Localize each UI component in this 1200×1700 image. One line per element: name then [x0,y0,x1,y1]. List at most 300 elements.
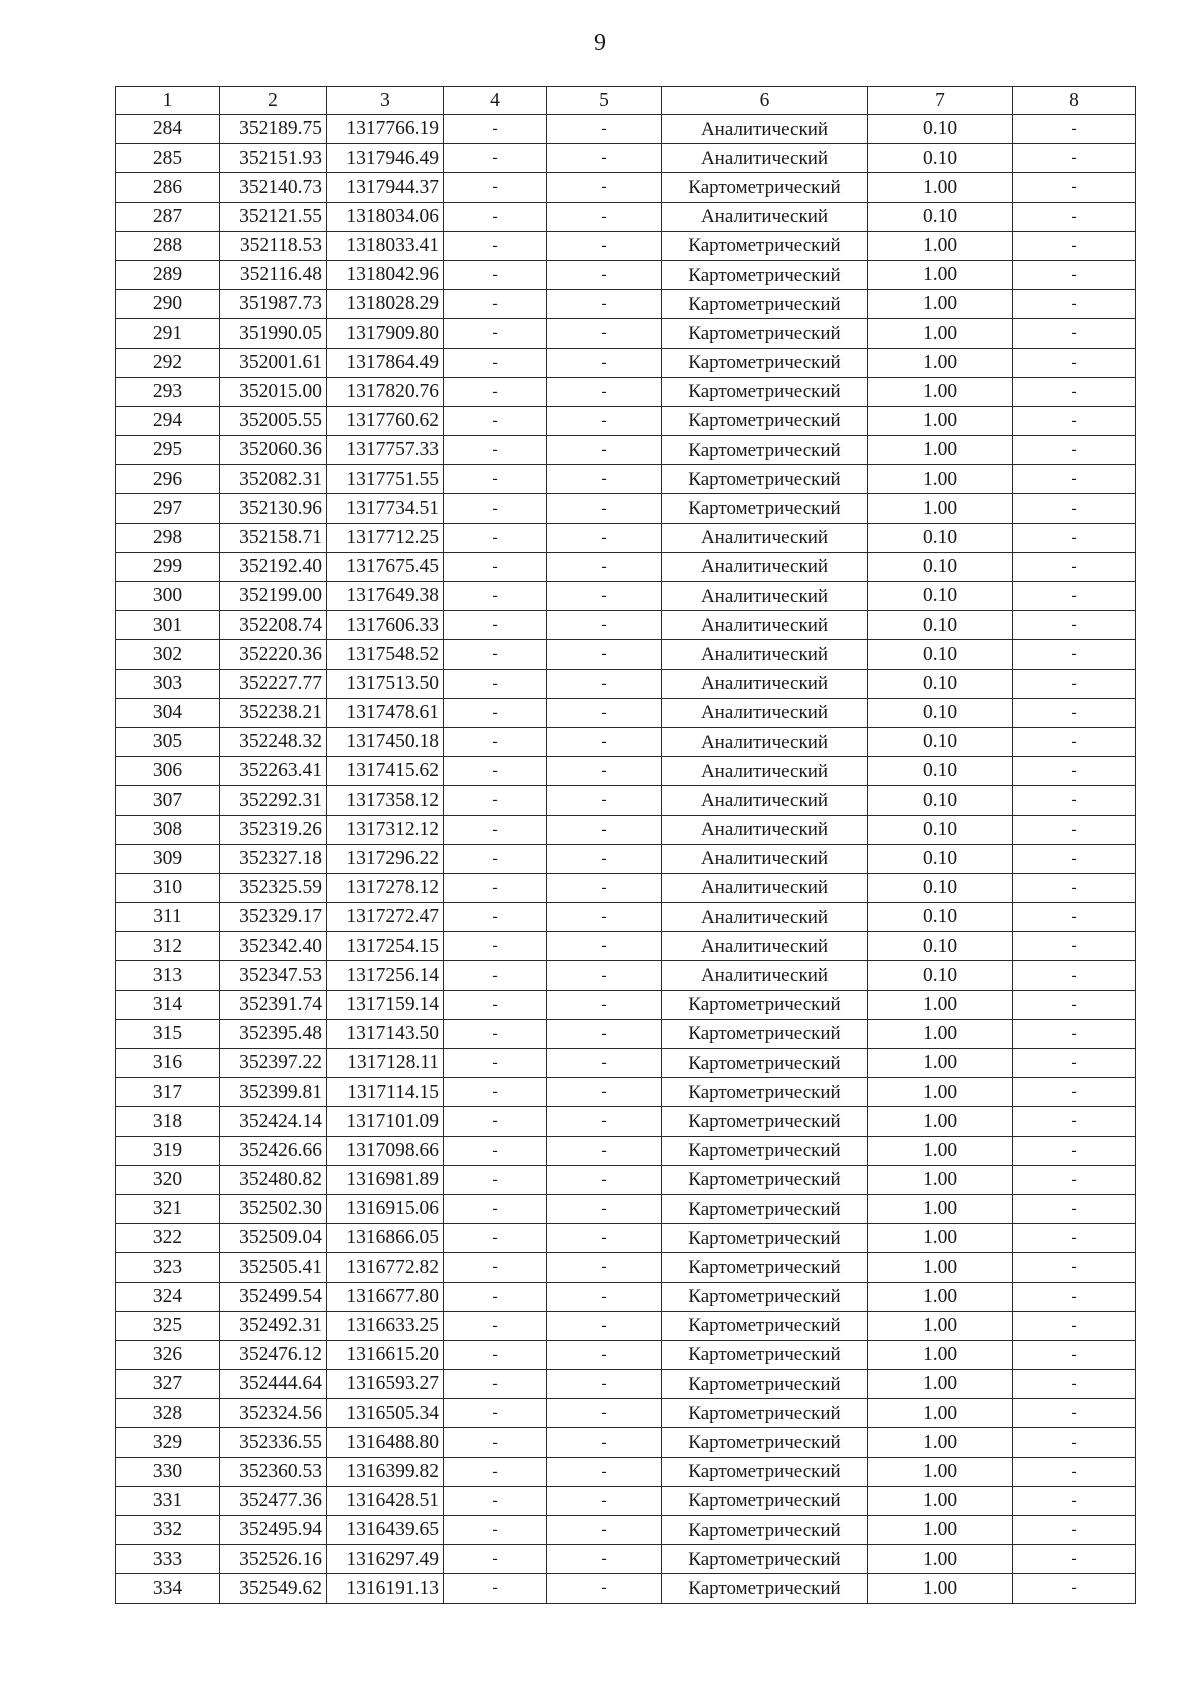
accuracy-cell: 1.00 [868,1399,1013,1428]
column-4-cell: - [444,1428,547,1457]
accuracy-cell: 1.00 [868,319,1013,348]
x-coordinate-cell: 352151.93 [220,144,327,173]
accuracy-cell: 1.00 [868,1224,1013,1253]
method-cell: Картометрический [662,990,868,1019]
accuracy-cell: 0.10 [868,727,1013,756]
x-coordinate-cell: 352329.17 [220,903,327,932]
column-4-cell: - [444,815,547,844]
x-coordinate-cell: 352001.61 [220,348,327,377]
y-coordinate-cell: 1317358.12 [327,786,444,815]
accuracy-cell: 1.00 [868,1194,1013,1223]
table-body [116,115,1136,1604]
column-4-cell: - [444,1019,547,1048]
x-coordinate-cell: 352347.53 [220,961,327,990]
column-header-4: 4 [444,87,547,115]
x-coordinate-cell: 352477.36 [220,1486,327,1515]
point-number-cell: 331 [116,1486,220,1515]
column-4-cell: - [444,757,547,786]
column-8-cell: - [1013,1282,1136,1311]
x-coordinate-cell: 352395.48 [220,1019,327,1048]
method-cell: Аналитический [662,815,868,844]
point-number-cell: 285 [116,144,220,173]
x-coordinate-cell: 352130.96 [220,494,327,523]
accuracy-cell: 1.00 [868,1019,1013,1048]
accuracy-cell: 1.00 [868,1545,1013,1574]
table-row [116,1107,1136,1136]
table-row [116,698,1136,727]
table-row [116,260,1136,289]
point-number-cell: 292 [116,348,220,377]
column-5-cell: - [547,523,662,552]
method-cell: Картометрический [662,1574,868,1603]
y-coordinate-cell: 1316633.25 [327,1311,444,1340]
x-coordinate-cell: 352082.31 [220,465,327,494]
accuracy-cell: 1.00 [868,260,1013,289]
column-8-cell: - [1013,144,1136,173]
point-number-cell: 330 [116,1457,220,1486]
table-row [116,1340,1136,1369]
column-header-1: 1 [116,87,220,115]
point-number-cell: 319 [116,1136,220,1165]
y-coordinate-cell: 1317278.12 [327,873,444,902]
method-cell: Картометрический [662,1282,868,1311]
y-coordinate-cell: 1317909.80 [327,319,444,348]
column-8-cell: - [1013,260,1136,289]
point-number-cell: 305 [116,727,220,756]
column-5-cell: - [547,1136,662,1165]
column-4-cell: - [444,202,547,231]
point-number-cell: 302 [116,640,220,669]
accuracy-cell: 0.10 [868,698,1013,727]
column-5-cell: - [547,1078,662,1107]
table-row [116,669,1136,698]
table-row [116,757,1136,786]
column-4-cell: - [444,873,547,902]
accuracy-cell: 0.10 [868,903,1013,932]
table-row [116,202,1136,231]
x-coordinate-cell: 352342.40 [220,932,327,961]
point-number-cell: 286 [116,173,220,202]
x-coordinate-cell: 352121.55 [220,202,327,231]
column-8-cell: - [1013,494,1136,523]
column-5-cell: - [547,640,662,669]
x-coordinate-cell: 352444.64 [220,1370,327,1399]
column-8-cell: - [1013,727,1136,756]
point-number-cell: 332 [116,1516,220,1545]
accuracy-cell: 1.00 [868,1370,1013,1399]
accuracy-cell: 1.00 [868,465,1013,494]
column-5-cell: - [547,1311,662,1340]
table-row [116,377,1136,406]
column-8-cell: - [1013,786,1136,815]
column-5-cell: - [547,1165,662,1194]
column-4-cell: - [444,932,547,961]
y-coordinate-cell: 1317098.66 [327,1136,444,1165]
x-coordinate-cell: 352495.94 [220,1516,327,1545]
y-coordinate-cell: 1317415.62 [327,757,444,786]
x-coordinate-cell: 352505.41 [220,1253,327,1282]
method-cell: Картометрический [662,1165,868,1194]
table-row [116,815,1136,844]
method-cell: Аналитический [662,698,868,727]
y-coordinate-cell: 1317296.22 [327,844,444,873]
method-cell: Картометрический [662,1194,868,1223]
column-5-cell: - [547,348,662,377]
column-5-cell: - [547,552,662,581]
column-5-cell: - [547,231,662,260]
accuracy-cell: 1.00 [868,1282,1013,1311]
column-5-cell: - [547,115,662,144]
column-4-cell: - [444,231,547,260]
column-8-cell: - [1013,1311,1136,1340]
x-coordinate-cell: 352199.00 [220,582,327,611]
column-8-cell: - [1013,319,1136,348]
method-cell: Аналитический [662,202,868,231]
x-coordinate-cell: 352220.36 [220,640,327,669]
y-coordinate-cell: 1317760.62 [327,406,444,435]
column-4-cell: - [444,1224,547,1253]
x-coordinate-cell: 352492.31 [220,1311,327,1340]
column-header-5: 5 [547,87,662,115]
accuracy-cell: 1.00 [868,348,1013,377]
column-5-cell: - [547,1194,662,1223]
point-number-cell: 327 [116,1370,220,1399]
x-coordinate-cell: 352549.62 [220,1574,327,1603]
column-5-cell: - [547,990,662,1019]
column-8-cell: - [1013,406,1136,435]
column-4-cell: - [444,611,547,640]
column-8-cell: - [1013,173,1136,202]
column-8-cell: - [1013,290,1136,319]
method-cell: Картометрический [662,494,868,523]
table-row [116,1399,1136,1428]
column-5-cell: - [547,465,662,494]
x-coordinate-cell: 352325.59 [220,873,327,902]
column-5-cell: - [547,1428,662,1457]
x-coordinate-cell: 352005.55 [220,406,327,435]
column-5-cell: - [547,1516,662,1545]
column-4-cell: - [444,698,547,727]
y-coordinate-cell: 1317757.33 [327,436,444,465]
point-number-cell: 316 [116,1049,220,1078]
y-coordinate-cell: 1316297.49 [327,1545,444,1574]
method-cell: Аналитический [662,757,868,786]
y-coordinate-cell: 1317606.33 [327,611,444,640]
y-coordinate-cell: 1316981.89 [327,1165,444,1194]
column-4-cell: - [444,1370,547,1399]
accuracy-cell: 0.10 [868,523,1013,552]
point-number-cell: 328 [116,1399,220,1428]
x-coordinate-cell: 352158.71 [220,523,327,552]
table-row [116,1165,1136,1194]
column-4-cell: - [444,961,547,990]
column-8-cell: - [1013,1574,1136,1603]
column-8-cell: - [1013,1194,1136,1223]
point-number-cell: 296 [116,465,220,494]
method-cell: Картометрический [662,465,868,494]
accuracy-cell: 1.00 [868,173,1013,202]
column-8-cell: - [1013,1340,1136,1369]
column-4-cell: - [444,1311,547,1340]
accuracy-cell: 0.10 [868,786,1013,815]
method-cell: Картометрический [662,1224,868,1253]
x-coordinate-cell: 352391.74 [220,990,327,1019]
point-number-cell: 315 [116,1019,220,1048]
y-coordinate-cell: 1317946.49 [327,144,444,173]
column-8-cell: - [1013,1165,1136,1194]
table-row [116,932,1136,961]
column-8-cell: - [1013,1107,1136,1136]
column-5-cell: - [547,611,662,640]
table-row [116,173,1136,202]
accuracy-cell: 1.00 [868,1428,1013,1457]
point-number-cell: 312 [116,932,220,961]
table-row [116,348,1136,377]
x-coordinate-cell: 352397.22 [220,1049,327,1078]
x-coordinate-cell: 352227.77 [220,669,327,698]
table-row [116,1545,1136,1574]
method-cell: Аналитический [662,844,868,873]
x-coordinate-cell: 351990.05 [220,319,327,348]
column-4-cell: - [444,1545,547,1574]
point-number-cell: 308 [116,815,220,844]
point-number-cell: 288 [116,231,220,260]
point-number-cell: 289 [116,260,220,289]
point-number-cell: 310 [116,873,220,902]
x-coordinate-cell: 352526.16 [220,1545,327,1574]
column-4-cell: - [444,144,547,173]
y-coordinate-cell: 1318028.29 [327,290,444,319]
column-8-cell: - [1013,698,1136,727]
x-coordinate-cell: 352118.53 [220,231,327,260]
column-4-cell: - [444,436,547,465]
x-coordinate-cell: 352336.55 [220,1428,327,1457]
method-cell: Картометрический [662,1311,868,1340]
y-coordinate-cell: 1317159.14 [327,990,444,1019]
column-8-cell: - [1013,961,1136,990]
column-4-cell: - [444,1107,547,1136]
accuracy-cell: 1.00 [868,494,1013,523]
x-coordinate-cell: 352360.53 [220,1457,327,1486]
column-5-cell: - [547,1049,662,1078]
column-4-cell: - [444,844,547,873]
table-row [116,1253,1136,1282]
method-cell: Картометрический [662,1399,868,1428]
accuracy-cell: 1.00 [868,436,1013,465]
method-cell: Картометрический [662,1078,868,1107]
column-4-cell: - [444,173,547,202]
column-5-cell: - [547,669,662,698]
y-coordinate-cell: 1317548.52 [327,640,444,669]
table-row [116,1457,1136,1486]
method-cell: Картометрический [662,1370,868,1399]
method-cell: Аналитический [662,582,868,611]
y-coordinate-cell: 1317864.49 [327,348,444,377]
x-coordinate-cell: 352327.18 [220,844,327,873]
column-5-cell: - [547,1253,662,1282]
column-8-cell: - [1013,1545,1136,1574]
column-4-cell: - [444,406,547,435]
column-8-cell: - [1013,990,1136,1019]
accuracy-cell: 0.10 [868,115,1013,144]
accuracy-cell: 1.00 [868,290,1013,319]
point-number-cell: 329 [116,1428,220,1457]
point-number-cell: 293 [116,377,220,406]
y-coordinate-cell: 1316488.80 [327,1428,444,1457]
accuracy-cell: 0.10 [868,611,1013,640]
column-5-cell: - [547,494,662,523]
x-coordinate-cell: 351987.73 [220,290,327,319]
column-8-cell: - [1013,1078,1136,1107]
method-cell: Аналитический [662,727,868,756]
point-number-cell: 323 [116,1253,220,1282]
column-5-cell: - [547,319,662,348]
column-8-cell: - [1013,1516,1136,1545]
table-row [116,406,1136,435]
column-5-cell: - [547,844,662,873]
column-4-cell: - [444,552,547,581]
accuracy-cell: 1.00 [868,1486,1013,1515]
table-row [116,552,1136,581]
accuracy-cell: 0.10 [868,815,1013,844]
method-cell: Картометрический [662,1516,868,1545]
point-number-cell: 301 [116,611,220,640]
y-coordinate-cell: 1316677.80 [327,1282,444,1311]
accuracy-cell: 1.00 [868,1078,1013,1107]
method-cell: Аналитический [662,669,868,698]
column-4-cell: - [444,640,547,669]
accuracy-cell: 0.10 [868,961,1013,990]
point-number-cell: 333 [116,1545,220,1574]
column-8-cell: - [1013,1136,1136,1165]
method-cell: Картометрический [662,377,868,406]
x-coordinate-cell: 352509.04 [220,1224,327,1253]
x-coordinate-cell: 352424.14 [220,1107,327,1136]
accuracy-cell: 0.10 [868,669,1013,698]
column-5-cell: - [547,757,662,786]
method-cell: Картометрический [662,1049,868,1078]
method-cell: Картометрический [662,436,868,465]
column-8-cell: - [1013,844,1136,873]
table-row [116,582,1136,611]
x-coordinate-cell: 352238.21 [220,698,327,727]
table-row [116,1516,1136,1545]
column-8-cell: - [1013,436,1136,465]
method-cell: Аналитический [662,552,868,581]
point-number-cell: 326 [116,1340,220,1369]
y-coordinate-cell: 1317478.61 [327,698,444,727]
point-number-cell: 325 [116,1311,220,1340]
column-4-cell: - [444,582,547,611]
column-8-cell: - [1013,815,1136,844]
y-coordinate-cell: 1317450.18 [327,727,444,756]
column-8-cell: - [1013,377,1136,406]
table-row [116,1136,1136,1165]
x-coordinate-cell: 352189.75 [220,115,327,144]
column-8-cell: - [1013,582,1136,611]
table-row [116,611,1136,640]
point-number-cell: 304 [116,698,220,727]
column-4-cell: - [444,115,547,144]
x-coordinate-cell: 352399.81 [220,1078,327,1107]
column-4-cell: - [444,1574,547,1603]
column-8-cell: - [1013,348,1136,377]
column-5-cell: - [547,1019,662,1048]
column-header-2: 2 [220,87,327,115]
accuracy-cell: 1.00 [868,1516,1013,1545]
column-8-cell: - [1013,231,1136,260]
x-coordinate-cell: 352192.40 [220,552,327,581]
method-cell: Картометрический [662,1136,868,1165]
accuracy-cell: 1.00 [868,1107,1013,1136]
y-coordinate-cell: 1317944.37 [327,173,444,202]
column-4-cell: - [444,1136,547,1165]
table-row [116,786,1136,815]
table-row [116,1282,1136,1311]
column-4-cell: - [444,523,547,552]
table-row [116,494,1136,523]
point-number-cell: 309 [116,844,220,873]
x-coordinate-cell: 352015.00 [220,377,327,406]
table-row [116,873,1136,902]
point-number-cell: 334 [116,1574,220,1603]
column-4-cell: - [444,1516,547,1545]
column-8-cell: - [1013,1224,1136,1253]
column-8-cell: - [1013,552,1136,581]
column-5-cell: - [547,173,662,202]
y-coordinate-cell: 1317766.19 [327,115,444,144]
column-4-cell: - [444,1340,547,1369]
column-8-cell: - [1013,1049,1136,1078]
column-5-cell: - [547,932,662,961]
point-number-cell: 294 [116,406,220,435]
column-5-cell: - [547,260,662,289]
point-number-cell: 299 [116,552,220,581]
column-8-cell: - [1013,523,1136,552]
method-cell: Картометрический [662,290,868,319]
coordinates-table [115,86,1136,1604]
column-header-7: 7 [868,87,1013,115]
x-coordinate-cell: 352480.82 [220,1165,327,1194]
method-cell: Картометрический [662,1428,868,1457]
column-8-cell: - [1013,1019,1136,1048]
accuracy-cell: 0.10 [868,873,1013,902]
point-number-cell: 295 [116,436,220,465]
method-cell: Картометрический [662,231,868,260]
column-8-cell: - [1013,1370,1136,1399]
accuracy-cell: 0.10 [868,552,1013,581]
y-coordinate-cell: 1317312.12 [327,815,444,844]
column-5-cell: - [547,815,662,844]
method-cell: Аналитический [662,786,868,815]
method-cell: Аналитический [662,115,868,144]
accuracy-cell: 1.00 [868,1457,1013,1486]
table-row [116,903,1136,932]
table-row [116,1019,1136,1048]
point-number-cell: 314 [116,990,220,1019]
method-cell: Картометрический [662,406,868,435]
column-4-cell: - [444,1194,547,1223]
column-8-cell: - [1013,669,1136,698]
x-coordinate-cell: 352060.36 [220,436,327,465]
method-cell: Картометрический [662,1340,868,1369]
accuracy-cell: 0.10 [868,144,1013,173]
column-4-cell: - [444,494,547,523]
accuracy-cell: 1.00 [868,377,1013,406]
method-cell: Аналитический [662,611,868,640]
column-4-cell: - [444,669,547,698]
method-cell: Аналитический [662,961,868,990]
